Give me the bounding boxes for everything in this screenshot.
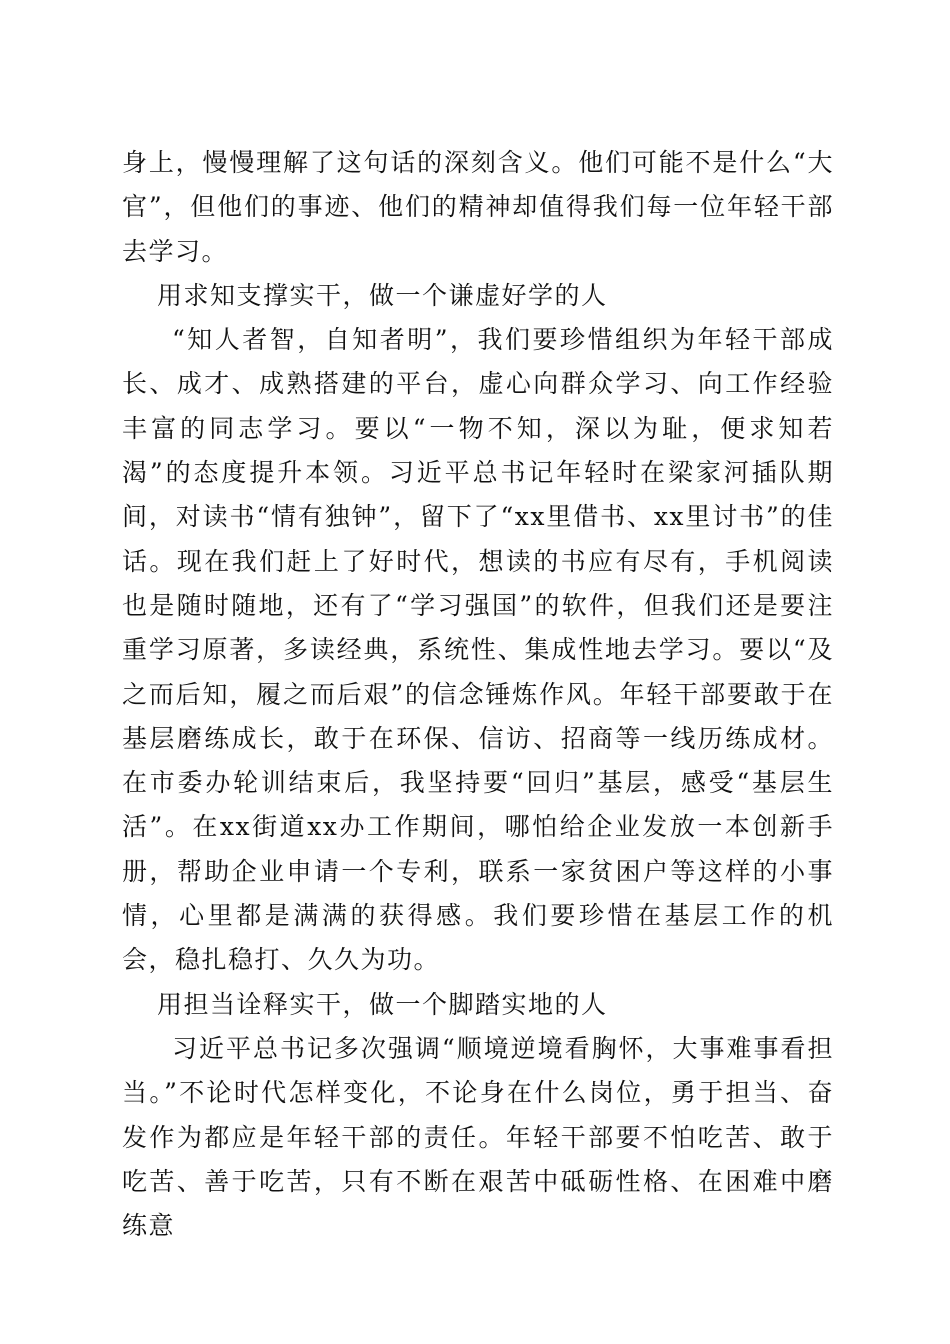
body-paragraph-learning: “知人者智，自知者明”，我们要珍惜组织为年轻干部成长、成才、成熟搭建的平台，虚心向群众学习、向工作经验丰富的同志学习。要以“一物不知，深以为耻，便求知若渴”的态度提升本领。习近平总书记年轻时在梁家河插队期间，对读书“情有独钟”，留下了“xx里借书、xx里讨书”的佳话。现在我们赶上了好时代，想读的书应有尽有，手机阅读也是随时随地，还有了“学习强国”的软件，但我们还是要注重学习原著，多读经典，系统性、集成性地去学习。要以“及之而后知，履之而后艰”的信念锤炼作风。年轻干部要敢于在基层磨练成长，敢于在环保、信访、招商等一线历练成材。在市委办轮训结束后，我坚持要“回归”基层，感受“基层生活”。在xx街道xx办工作期间，哪怕给企业发放一本创新手册，帮助企业申请一个专利，联系一家贫困户等这样的小事情，心里都是满满的获得感。我们要珍惜在基层工作的机会，稳扎稳打、久久为功。 <box>122 325 834 975</box>
body-paragraph-continuation: 身上，慢慢理解了这句话的深刻含义。他们可能不是什么“大官”，但他们的事迹、他们的精神却值得我们每一位年轻干部去学习。 <box>122 148 834 266</box>
section-heading-learning: 用求知支撑实干，做一个谦虚好学的人 <box>157 280 608 310</box>
body-paragraph-responsibility: 习近平总书记多次强调“顺境逆境看胸怀，大事难事看担当。”不论时代怎样变化，不论身在什么岗位，勇于担当、奋发作为都应是年轻干部的责任。年轻干部要不怕吃苦、敢于吃苦、善于吃苦，只有不断在艰苦中砥砺性格、在困难中磨练意 <box>122 1033 834 1241</box>
section-heading-responsibility: 用担当诠释实干，做一个脚踏实地的人 <box>157 989 608 1019</box>
document-body <box>122 141 834 1248</box>
